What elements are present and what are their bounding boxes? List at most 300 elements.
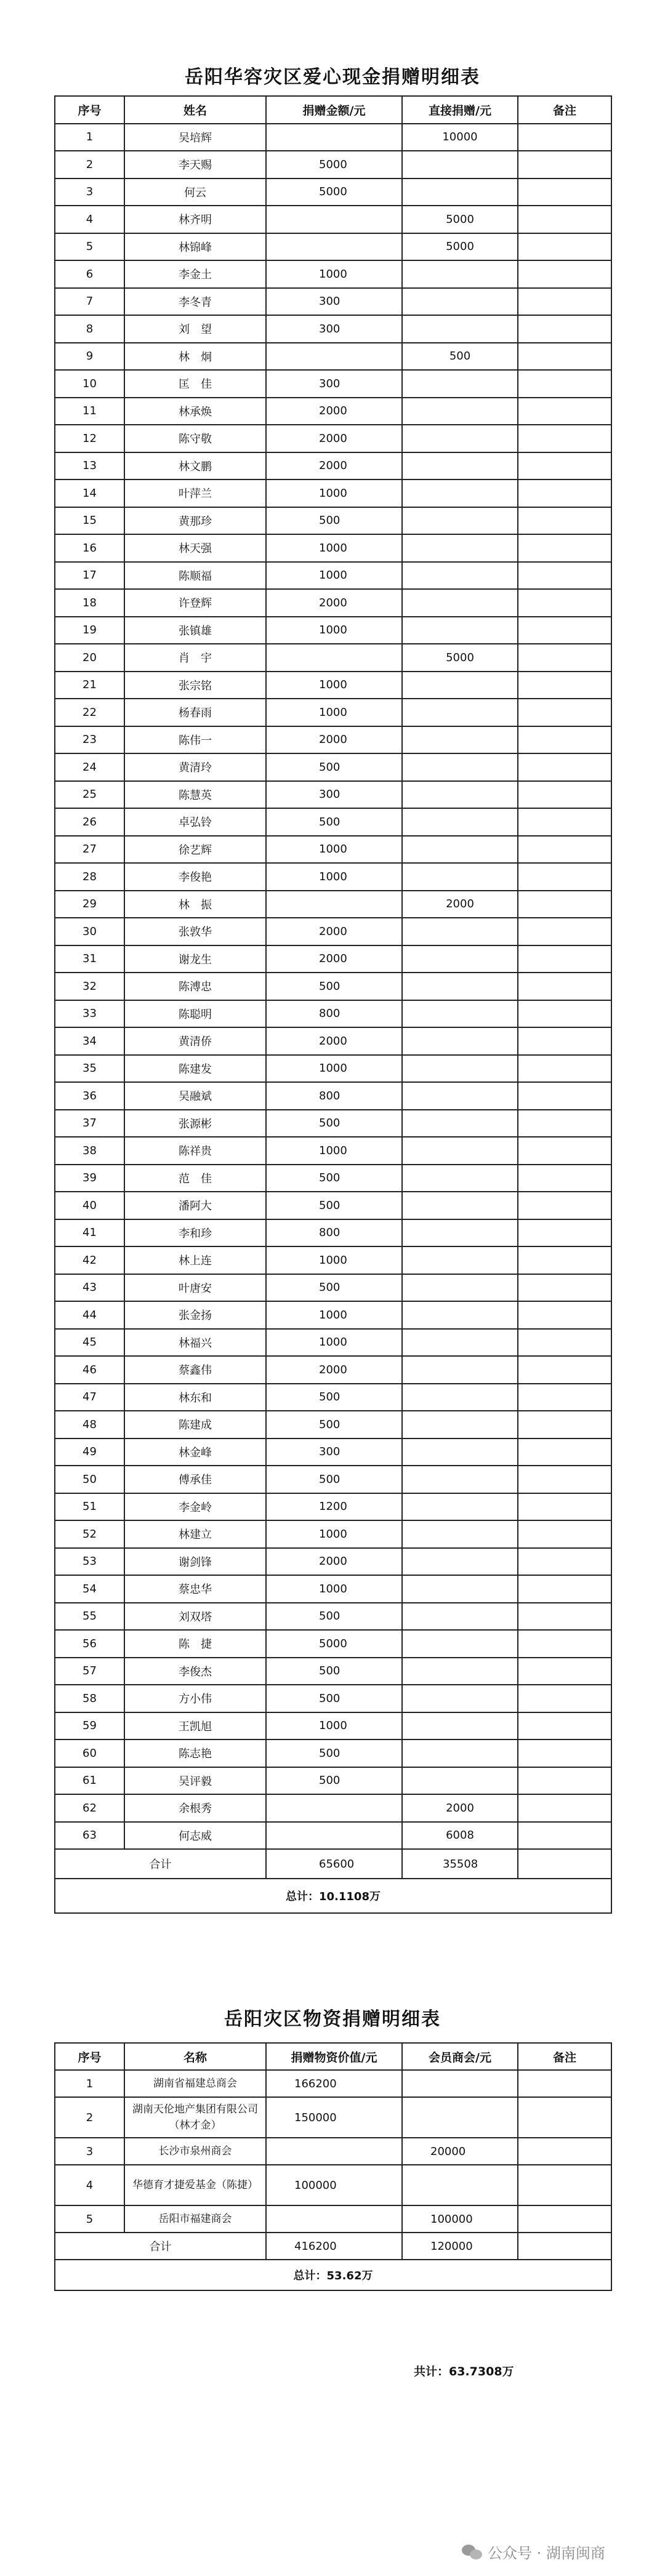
row-no: 18 [55,589,124,617]
grand-total: 共计：63.7308万 [414,2365,514,2378]
goods-row-name: 湖南天伦地产集团有限公司（林才金） [124,2097,266,2138]
cash-row [55,151,611,179]
row-donation: 1000 [266,672,402,699]
row-no: 27 [55,836,124,864]
row-donation: 500 [266,1767,402,1795]
header-note: 备注 [518,96,611,124]
cash-row [55,1219,611,1247]
cash-total-label: 合计 [55,1849,266,1879]
row-direct [402,370,518,398]
cash-row [55,1603,611,1631]
row-note [518,918,611,945]
row-name: 陈慧英 [124,781,266,809]
row-direct [402,1274,518,1302]
row-name: 陈溥忠 [124,973,266,1000]
goods-total-value: 416200 [266,2233,402,2260]
row-note [518,672,611,699]
row-note [518,891,611,918]
cash-row [55,206,611,233]
cash-row [55,1384,611,1411]
row-direct [402,1767,518,1795]
cash-row [55,425,611,452]
goods-row-member: 100000 [402,2205,518,2233]
row-donation: 800 [266,1219,402,1247]
row-donation: 2000 [266,1548,402,1576]
row-direct: 10000 [402,124,518,151]
row-note [518,1520,611,1548]
row-direct [402,781,518,809]
cash-row [55,1082,611,1110]
row-note [518,1603,611,1631]
row-name: 陈顺福 [124,562,266,590]
row-note [518,589,611,617]
row-name: 黄那珍 [124,507,266,535]
cash-row [55,507,611,535]
goods-row-member: 20000 [402,2138,518,2165]
row-note [518,206,611,233]
row-direct [402,836,518,864]
row-note [518,836,611,864]
wechat-icon [462,2543,483,2561]
row-donation: 300 [266,315,402,343]
cash-row [55,973,611,1000]
cash-row [55,1055,611,1083]
row-name: 陈建发 [124,1055,266,1083]
row-name: 卓弘铃 [124,808,266,836]
row-donation: 500 [266,1466,402,1493]
cash-row [55,479,611,507]
footer-text: 公众号 · 湖南闽商 [488,2545,605,2562]
cash-row [55,945,611,973]
goods-row-no: 3 [55,2138,124,2165]
row-direct [402,1082,518,1110]
row-direct: 5000 [402,644,518,672]
row-name: 谢龙生 [124,945,266,973]
row-direct [402,1438,518,1466]
cash-row [55,1246,611,1274]
row-direct [402,973,518,1000]
goods-row [55,2138,611,2165]
goods-row-value: 150000 [266,2097,402,2138]
row-no: 54 [55,1575,124,1603]
goods-row-note [518,2070,611,2097]
cash-row [55,1274,611,1302]
cash-total-row [55,1849,611,1879]
cash-row [55,1548,611,1576]
row-direct [402,726,518,754]
row-name: 范 佳 [124,1165,266,1192]
row-note [518,863,611,891]
row-no: 52 [55,1520,124,1548]
row-note [518,753,611,781]
row-name: 林福兴 [124,1329,266,1357]
row-no: 45 [55,1329,124,1357]
row-no: 26 [55,808,124,836]
goods-row-name: 长沙市泉州商会 [124,2138,266,2165]
goods-row-note [518,2097,611,2138]
cash-row [55,672,611,699]
cash-row [55,753,611,781]
row-donation: 2000 [266,1027,402,1055]
row-name: 陈 捷 [124,1630,266,1658]
row-name: 陈守敬 [124,425,266,452]
row-note [518,562,611,590]
row-no: 36 [55,1082,124,1110]
row-direct [402,1246,518,1274]
goods-row-note [518,2138,611,2165]
row-no: 10 [55,370,124,398]
row-donation [266,206,402,233]
row-name: 徐艺辉 [124,836,266,864]
row-direct [402,918,518,945]
row-direct [402,534,518,562]
row-direct [402,260,518,288]
cash-row [55,1520,611,1548]
goods-row-no: 2 [55,2097,124,2138]
header-direct: 直接捐赠/元 [402,96,518,124]
row-donation: 1000 [266,1520,402,1548]
row-direct [402,1137,518,1165]
row-direct [402,589,518,617]
row-donation: 5000 [266,151,402,179]
cash-row [55,343,611,371]
goods-total-label: 合计 [55,2233,266,2260]
row-note [518,1739,611,1767]
row-no: 49 [55,1438,124,1466]
row-donation: 1000 [266,1055,402,1083]
row-name: 林文鹏 [124,452,266,480]
row-donation [266,1822,402,1850]
row-direct [402,452,518,480]
goods-sum: 总计：53.62万 [55,2260,611,2290]
row-name: 傅承佳 [124,1466,266,1493]
cash-row [55,1137,611,1165]
row-no: 11 [55,398,124,425]
row-no: 16 [55,534,124,562]
row-name: 余根秀 [124,1794,266,1822]
row-name: 何志威 [124,1822,266,1850]
row-note [518,1301,611,1329]
row-note [518,726,611,754]
goods-donation-table [54,2042,612,2291]
goods-header-member: 会员商会/元 [402,2043,518,2070]
header-donation: 捐赠金额/元 [266,96,402,124]
row-name: 李金土 [124,260,266,288]
row-direct [402,1466,518,1493]
row-no: 4 [55,206,124,233]
row-note [518,644,611,672]
row-no: 35 [55,1055,124,1083]
cash-row [55,726,611,754]
footer [462,2541,605,2562]
row-note [518,233,611,261]
row-name: 张源彬 [124,1110,266,1138]
row-no: 21 [55,672,124,699]
row-donation: 500 [266,1274,402,1302]
row-donation: 1000 [266,836,402,864]
row-donation: 500 [266,753,402,781]
cash-row [55,589,611,617]
row-no: 53 [55,1548,124,1576]
row-direct [402,151,518,179]
row-note [518,808,611,836]
row-direct [402,479,518,507]
goods-row [55,2165,611,2205]
row-no: 19 [55,617,124,644]
goods-row-note [518,2205,611,2233]
row-direct [402,1658,518,1685]
row-name: 林承焕 [124,398,266,425]
row-donation: 500 [266,973,402,1000]
cash-row [55,260,611,288]
row-no: 41 [55,1219,124,1247]
row-direct [402,425,518,452]
row-note [518,1658,611,1685]
row-donation [266,891,402,918]
cash-row [55,233,611,261]
row-note [518,1822,611,1850]
cash-row [55,1466,611,1493]
row-no: 37 [55,1110,124,1138]
goods-table-title: 岳阳灾区物资捐赠明细表 [224,2008,441,2030]
row-no: 23 [55,726,124,754]
goods-header-row [55,2043,611,2070]
row-name: 何云 [124,179,266,206]
row-donation: 500 [266,1192,402,1219]
cash-row [55,617,611,644]
row-name: 张宗铭 [124,672,266,699]
row-name: 李俊杰 [124,1658,266,1685]
row-donation: 2000 [266,945,402,973]
row-note [518,1575,611,1603]
row-donation: 1000 [266,1301,402,1329]
row-no: 58 [55,1685,124,1712]
row-direct [402,1493,518,1521]
row-no: 7 [55,288,124,316]
row-donation: 1000 [266,534,402,562]
row-name: 许登辉 [124,589,266,617]
goods-total-member: 120000 [402,2233,518,2260]
goods-header-value: 捐赠物资价值/元 [266,2043,402,2070]
row-no: 1 [55,124,124,151]
row-no: 61 [55,1767,124,1795]
row-name: 匡 佳 [124,370,266,398]
row-no: 6 [55,260,124,288]
header-no: 序号 [55,96,124,124]
row-note [518,124,611,151]
cash-row [55,1767,611,1795]
goods-row-note [518,2165,611,2205]
row-name: 陈志艳 [124,1739,266,1767]
goods-header-no: 序号 [55,2043,124,2070]
header-name: 姓名 [124,96,266,124]
cash-donation-table [54,95,612,1914]
row-direct [402,753,518,781]
row-note [518,1767,611,1795]
row-no: 51 [55,1493,124,1521]
row-donation: 5000 [266,1630,402,1658]
row-direct [402,1329,518,1357]
row-donation: 1000 [266,1575,402,1603]
cash-row [55,1192,611,1219]
row-no: 57 [55,1658,124,1685]
row-note [518,398,611,425]
row-direct [402,672,518,699]
row-direct [402,507,518,535]
cash-row [55,179,611,206]
row-direct [402,1575,518,1603]
cash-row [55,1356,611,1384]
row-donation: 2000 [266,589,402,617]
row-direct [402,1055,518,1083]
goods-row-value: 100000 [266,2165,402,2205]
row-note [518,1110,611,1138]
row-name: 陈祥贵 [124,1137,266,1165]
row-name: 林 振 [124,891,266,918]
row-name: 陈聪明 [124,1000,266,1028]
row-note [518,1165,611,1192]
row-direct: 6008 [402,1822,518,1850]
cash-total-donation: 65600 [266,1849,402,1879]
goods-row-value: 166200 [266,2070,402,2097]
row-direct [402,1110,518,1138]
row-direct [402,398,518,425]
row-direct [402,1384,518,1411]
row-direct: 2000 [402,891,518,918]
row-no: 28 [55,863,124,891]
row-note [518,973,611,1000]
goods-header-name: 名称 [124,2043,266,2070]
goods-row-name: 华德育才捷爱基金（陈捷） [124,2165,266,2205]
row-note [518,1246,611,1274]
row-direct [402,1548,518,1576]
row-donation: 1000 [266,617,402,644]
row-direct: 2000 [402,1794,518,1822]
row-direct [402,1027,518,1055]
row-direct [402,1192,518,1219]
row-donation [266,644,402,672]
row-no: 47 [55,1384,124,1411]
row-name: 林东和 [124,1384,266,1411]
row-donation: 300 [266,288,402,316]
goods-row-no: 5 [55,2205,124,2233]
row-no: 43 [55,1274,124,1302]
row-direct [402,617,518,644]
row-name: 李俊艳 [124,863,266,891]
row-donation: 1000 [266,1712,402,1740]
goods-row-member [402,2165,518,2205]
row-note [518,425,611,452]
row-name: 吴培辉 [124,124,266,151]
row-name: 林金峰 [124,1438,266,1466]
cash-row [55,562,611,590]
cash-row [55,1301,611,1329]
row-direct [402,288,518,316]
row-no: 46 [55,1356,124,1384]
row-name: 方小伟 [124,1685,266,1712]
row-name: 蔡鑫伟 [124,1356,266,1384]
row-no: 38 [55,1137,124,1165]
cash-row [55,1658,611,1685]
row-name: 吴评毅 [124,1767,266,1795]
row-donation: 2000 [266,1356,402,1384]
row-direct: 5000 [402,233,518,261]
row-note [518,699,611,726]
row-name: 刘双塔 [124,1603,266,1631]
row-no: 3 [55,179,124,206]
cash-row [55,370,611,398]
cash-row [55,891,611,918]
row-direct [402,1603,518,1631]
row-name: 林齐明 [124,206,266,233]
row-no: 15 [55,507,124,535]
cash-row [55,1712,611,1740]
cash-row [55,1027,611,1055]
row-no: 40 [55,1192,124,1219]
row-name: 吴融斌 [124,1082,266,1110]
row-donation: 2000 [266,918,402,945]
row-no: 24 [55,753,124,781]
cash-row [55,315,611,343]
row-name: 谢剑锋 [124,1548,266,1576]
row-name: 王凯旭 [124,1712,266,1740]
row-note [518,315,611,343]
cash-row [55,1739,611,1767]
cash-row [55,1575,611,1603]
cash-row [55,699,611,726]
row-name: 潘阿大 [124,1192,266,1219]
row-name: 林建立 [124,1520,266,1548]
cash-row [55,1411,611,1438]
row-no: 59 [55,1712,124,1740]
goods-total-row [55,2233,611,2260]
row-note [518,945,611,973]
row-name: 李天赐 [124,151,266,179]
row-donation: 5000 [266,179,402,206]
row-note [518,1000,611,1028]
row-name: 陈建成 [124,1411,266,1438]
row-donation [266,1794,402,1822]
row-no: 60 [55,1739,124,1767]
row-direct [402,1712,518,1740]
row-note [518,1274,611,1302]
row-note [518,370,611,398]
row-name: 林 炯 [124,343,266,371]
row-direct [402,863,518,891]
row-name: 张金扬 [124,1301,266,1329]
cash-row [55,918,611,945]
row-donation: 500 [266,1603,402,1631]
row-note [518,1192,611,1219]
row-no: 55 [55,1603,124,1631]
cash-row [55,1794,611,1822]
row-name: 张镇雄 [124,617,266,644]
cash-row [55,1685,611,1712]
goods-row-name: 湖南省福建总商会 [124,2070,266,2097]
row-donation: 500 [266,1411,402,1438]
cash-sum: 总计：10.1108万 [55,1879,611,1913]
row-no: 12 [55,425,124,452]
cash-row [55,398,611,425]
row-direct [402,945,518,973]
row-note [518,1027,611,1055]
row-donation: 500 [266,1110,402,1138]
row-direct [402,1739,518,1767]
row-donation [266,233,402,261]
row-note [518,288,611,316]
row-donation: 500 [266,1658,402,1685]
row-note [518,507,611,535]
